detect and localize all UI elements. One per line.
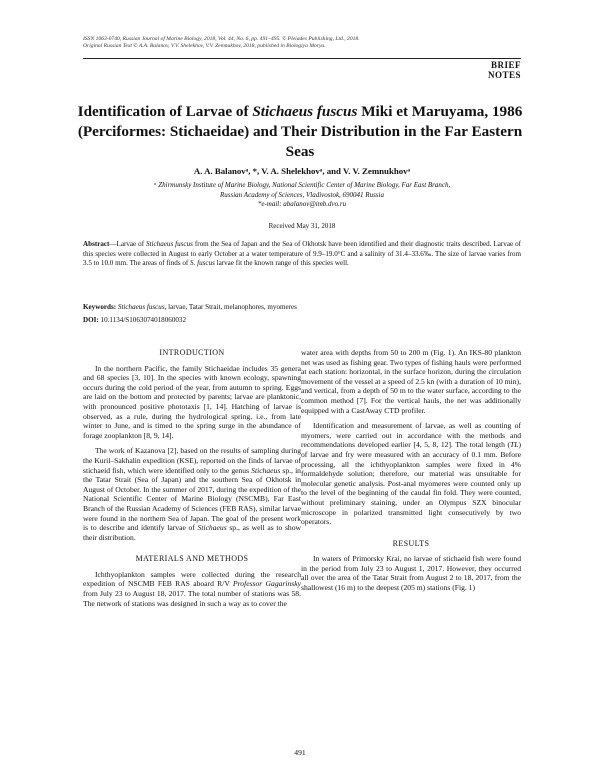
title-part2: Miki et Maruyama, 1986 (Perciformes: Stichaeidae) and Their Distribution in the Far Eastern Seas xyxy=(77,103,523,160)
affiliation-line2: Russian Academy of Sciences, Vladivostok, 690041 Russia xyxy=(220,190,384,199)
affiliation xyxy=(83,181,521,210)
section-label xyxy=(488,60,521,80)
doi-label: DOI: xyxy=(83,316,99,324)
section-label-line2: NOTES xyxy=(487,70,521,80)
doi xyxy=(83,316,521,326)
methods-p1-text-a: Ichthyoplankton samples were collected during the research expedition of NSCMB FEB RAS aboard R/V xyxy=(83,569,301,589)
right-column xyxy=(301,348,521,599)
journal-header xyxy=(83,36,360,50)
original-text-line: Original Russian Text © A.A. Balanov, V.V. Shelekhov, V.V. Zemnukhov, 2018, published in Biologiya Morya. xyxy=(83,43,326,49)
methods-paragraph-2 xyxy=(301,421,521,527)
abstract-text3: larvae fit the known range of this species well. xyxy=(214,259,349,268)
methods-paragraph-1 xyxy=(83,570,301,608)
intro-p2-genus-2: Stichaeus xyxy=(197,523,227,533)
intro-p2-text-a: The work of Kazanova [2], based on the results of sampling during the Kuril–Sakhalin expedition (KSE), reported on the finds of larvae of stichaeid fish, which were identified only to the genus xyxy=(83,446,301,475)
abstract-dash: — xyxy=(109,240,117,248)
abstract-text1: Larvae of xyxy=(116,240,147,248)
abstract-species1: Stichaeus fuscus xyxy=(146,240,193,248)
methods-p2-text-b: ) of larvae and fry were measured with an accuracy of 0.1 mm. Before processing, all the ichthyoplankton samples were fixed in 4% formaldehyde solution; therefore, our material was unsuitable for molecular genetic analysis. Post-anal myomeres were counted only up to the level of the beginning of the caudal fin fold. They were counted, without preliminary staining, under an Olympus SZX binocular microscope in polarized transmitted light consecutively by two operators. xyxy=(301,440,521,527)
title-part1: Identification of Larvae of xyxy=(77,103,253,120)
intro-p2-text-b: sp., in the Tatar Strait (Sea of Japan) and the southern Sea of Okhotsk in August of October. In the summer of 2017, during the expedition of the National Scientific Center of Marine Biology (NSCMB), Far East Branch of the Russian Academy of Sciences (FEB RAS), similar larvae were found in the northern Sea of Japan. The goal of the present work is to describe and identify larvae of xyxy=(83,465,301,533)
keywords xyxy=(83,303,521,313)
doi-value[interactable]: 10.1134/S1063074018060032 xyxy=(100,316,187,324)
abstract xyxy=(83,240,521,269)
intro-p2-genus-1: Stichaeus xyxy=(251,465,281,475)
section-label-line1: BRIEF xyxy=(490,60,521,70)
title-species: Stichaeus fuscus xyxy=(252,103,358,120)
abstract-label: Abstract xyxy=(83,240,110,248)
abstract-text2: from the Sea of Japan and the Sea of Okhotsk have been identified and their diagnostic traits described. Larvae of this species were collected in August to early October at a water temperature of 9.9–19.0°C and a salinity of 31.4–33.6‰. The size of larvae varies from 3.5 to 10.0 mm. The areas of finds of xyxy=(83,240,521,268)
methods-heading: MATERIALS AND METHODS xyxy=(135,554,249,564)
methods-p2-tl: TL xyxy=(510,440,519,450)
author-email: *e-mail: abalanov@imb.dvo.ru xyxy=(257,200,347,209)
methods-p2-text-a: Identification and measurement of larvae, as well as counting of myomers, were carried out in accordance with the methods and recommendations developed earlier [4, 5, 8, 12]. The total length ( xyxy=(301,421,521,450)
results-heading: RESULTS xyxy=(392,538,430,548)
methods-p1-text-b: from July 23 to August 18, 2017. The total number of stations was 58. The network of stations was designed in such a way as to cover the xyxy=(83,589,301,608)
header-rule xyxy=(83,58,521,59)
keywords-text: , larvae, Tatar Strait, melanophores, myomeres xyxy=(164,303,297,311)
intro-p2-text-c: sp., as well as to show their distribution. xyxy=(83,523,301,542)
keywords-label: Keywords: xyxy=(83,303,117,311)
results-paragraph-1: In waters of Primorsky Krai, no larvae of stichaeid fish were found in the period from July 23 to August 1, 2017. However, they occurred all over the area of the Tatar Strait from August 2 to 18, 2017, from the shallowest (16 m) to the deepest (205 m) stations (Fig. 1) xyxy=(301,554,521,593)
article-title xyxy=(70,102,530,162)
journal-info-line: ISSN 1063-0740, Russian Journal of Marine Biology, 2018, Vol. 44, No. 6, pp. 491–495. © Pleiades Publishing, Ltd., 2018. xyxy=(83,36,360,42)
intro-paragraph-2 xyxy=(83,446,301,542)
intro-paragraph-1: In the northern Pacific, the family Stichaeidae includes 35 genera and 68 species [3, 10]. In the species with known ecology, spawning occurs during the cold period of the year, from autumn to spring. Eggs are laid on the bottom and protected by parents; larvae are planktonic, with pronounced positive phototaxis [1, 14]. Hatching of larvae is observed, as a rule, during the hydrological spring, i.e., from late winter to June, and is timed to the spring surge in the abundance of forage zooplankton [8, 9, 14]. xyxy=(83,363,301,440)
page-number: 491 xyxy=(294,748,306,757)
received-date: Received May 31, 2018 xyxy=(268,222,336,230)
abstract-species2: S. fuscus xyxy=(190,259,215,268)
affiliation-line1: ᵃ Zhirmunsky Institute of Marine Biology, National Scientific Center of Marine Biology, Far East Branch, xyxy=(153,181,451,189)
introduction-heading: INTRODUCTION xyxy=(159,348,225,357)
methods-paragraph-continued: water area with depths from 50 to 200 m (Fig. 1). An IKS-80 plankton net was used as fishing gear. Two types of fishing hauls were performed at each station: horizontal, in the surface horizon, during the circulation movement of the vessel at a speed of 2.5 kn (with a duration of 10 min), and vertical, from a depth of 50 m to the water surface, according to the common method [7]. For the vertical hauls, the net was additionally equipped with a CastAway CTD profiler. xyxy=(301,348,521,415)
author-list: A. A. Balanovᵃ, *, V. A. Shelekhovᵃ, and V. V. Zemnukhovᵃ xyxy=(193,166,411,176)
keywords-species: Stichaeus fuscus xyxy=(117,303,165,311)
left-column xyxy=(83,348,301,614)
methods-vessel-name: Professor Gagarinsky xyxy=(233,579,301,589)
